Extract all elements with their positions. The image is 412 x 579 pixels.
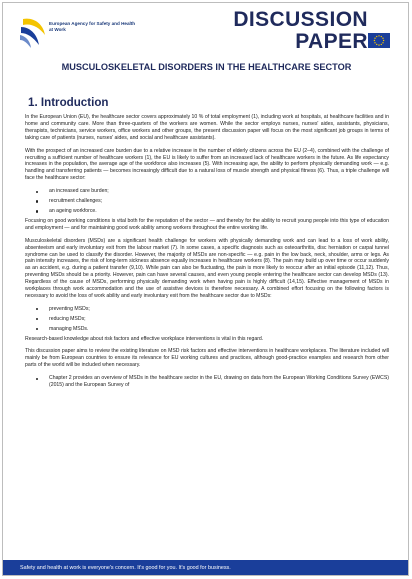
paragraph: This discussion paper aims to review the existing literature on MSD risk factors and effective interventions in healthcare workplaces. The literature included will mainly be from European countries to ensure its relevance for EU working cultures and practices, although good-practice examples and research from other parts of the world will be included when necessary. bbox=[25, 348, 389, 369]
eu-star bbox=[374, 40, 375, 41]
eu-star bbox=[382, 42, 383, 43]
eu-star bbox=[378, 35, 379, 36]
list-item: recruitment challenges; bbox=[33, 198, 389, 205]
document-title: MUSCULOSKELETAL DISORDERS IN THE HEALTHCARE SECTOR bbox=[61, 62, 352, 72]
paragraph: In the European Union (EU), the healthcare sector covers approximately 10 % of total employment (1), including work at hospitals, at healthcare facilities and in home and community care. More than three-quarters of the workers are women. While the sector employs nurses, nurses' aides, assistants, physicians, therapists, technicians, service workers, office workers and other groups, the present discussion paper will focus on the most significant job groups in terms of taking care of patients (nurses, nurses' aides, and social and healthcare assistants). bbox=[25, 114, 389, 141]
footer-bar bbox=[3, 560, 408, 575]
eu-star bbox=[376, 44, 377, 45]
document-page bbox=[2, 2, 409, 576]
list-item: preventing MSDs; bbox=[33, 306, 389, 313]
list-item: managing MSDs. bbox=[33, 326, 389, 333]
eu-star bbox=[381, 44, 382, 45]
factors-list bbox=[25, 306, 389, 333]
section-heading: 1. Introduction bbox=[28, 96, 109, 109]
eu-star bbox=[382, 38, 383, 39]
body-text bbox=[25, 114, 389, 392]
paragraph: Focusing on good working conditions is vital both for the reputation of the sector — and thereby for the ability to recruit young people into this type of education and employment — and for maintaining good work ability among workers throughout the entire working life. bbox=[25, 217, 389, 231]
footer-slogan: Safety and health at work is everyone's concern. It's good for you. It's good for business. bbox=[20, 564, 231, 571]
eu-flag-icon bbox=[368, 33, 390, 48]
eu-star bbox=[374, 42, 375, 43]
discussion-paper-badge bbox=[233, 9, 368, 53]
agency-logo[interactable] bbox=[19, 15, 139, 55]
paragraph: Musculoskeletal disorders (MSDs) are a significant health challenge for workers with physically demanding work and can lead to a loss of work ability, absenteeism and early involuntary exit from the labour market (7). In some cases, a specific diagnosis such as osteoarthritis, disc herniation or carpal tunnel syndrome can be used to classify the disorder. However, the majority of MSDs are non-specific — e.g. pain in the low back, neck, shoulder, arms or legs. As pain intensity increases, the risk of long-term sickness absence equally increases in healthcare workers (8). The pain may build up over time or occur suddenly as an accident, e.g. during a patient transfer (9,10). While pain can also be fluctuating, the pain is more likely to reoccur after an initial episode (11,12). Thus, preventing MSDs should be a priority. However, pain can have several causes, and even young people entering the healthcare sector can develop MSDs (13). Regardless of the cause of MSDs, performing physically demanding work when having pain is highly difficult (14,15). Effective management of MSDs in workplaces through work accommodation and the use of assistive devices is therefore necessary. A combined effort focusing on the following factors is necessary to avoid the loss of work ability and early involuntary exit from the healthcare sector due to MSDs: bbox=[25, 237, 389, 299]
eu-star bbox=[378, 44, 379, 45]
agency-name: European Agency for Safety and Health at Work bbox=[49, 21, 136, 32]
challenges-list bbox=[25, 188, 389, 215]
paragraph: With the prospect of an increased care burden due to a relative increase in the number of elderly citizens across the EU (2–4), combined with the challenge of recruiting a sufficient number of healthcare workers (1), the EU is likely to suffer from an increased lack of healthcare workers in the future. As life expectancy increases in the population, the average age of the workforce also increases (5). With increasing age, the ability to perform physically demanding work — e.g. handling and transferring patients — becomes increasingly difficult due to a natural loss of muscle strength and physical fitness (6). Thus, a triple challenge will face the healthcare sector: bbox=[25, 147, 389, 182]
eu-star bbox=[383, 40, 384, 41]
eu-flag bbox=[368, 33, 390, 48]
list-item: an ageing workforce. bbox=[33, 208, 389, 215]
eu-star bbox=[381, 36, 382, 37]
list-item: reducing MSDs; bbox=[33, 316, 389, 323]
paragraph: Research-based knowledge about risk factors and effective workplace interventions is vital in this regard. bbox=[25, 335, 264, 342]
eu-star bbox=[374, 38, 375, 39]
eu-star bbox=[376, 36, 377, 37]
badge-line-2: PAPER bbox=[295, 30, 368, 53]
chapters-list bbox=[25, 375, 389, 389]
list-item: an increased care burden; bbox=[33, 188, 389, 195]
list-item: Chapter 2 provides an overview of MSDs in the healthcare sector in the EU, drawing on data from the European Working Conditions Survey (EWCS) (2015) and the European Survey of bbox=[33, 375, 389, 389]
badge-line-1: DISCUSSION bbox=[233, 8, 368, 31]
agency-logo-icon bbox=[19, 15, 47, 51]
